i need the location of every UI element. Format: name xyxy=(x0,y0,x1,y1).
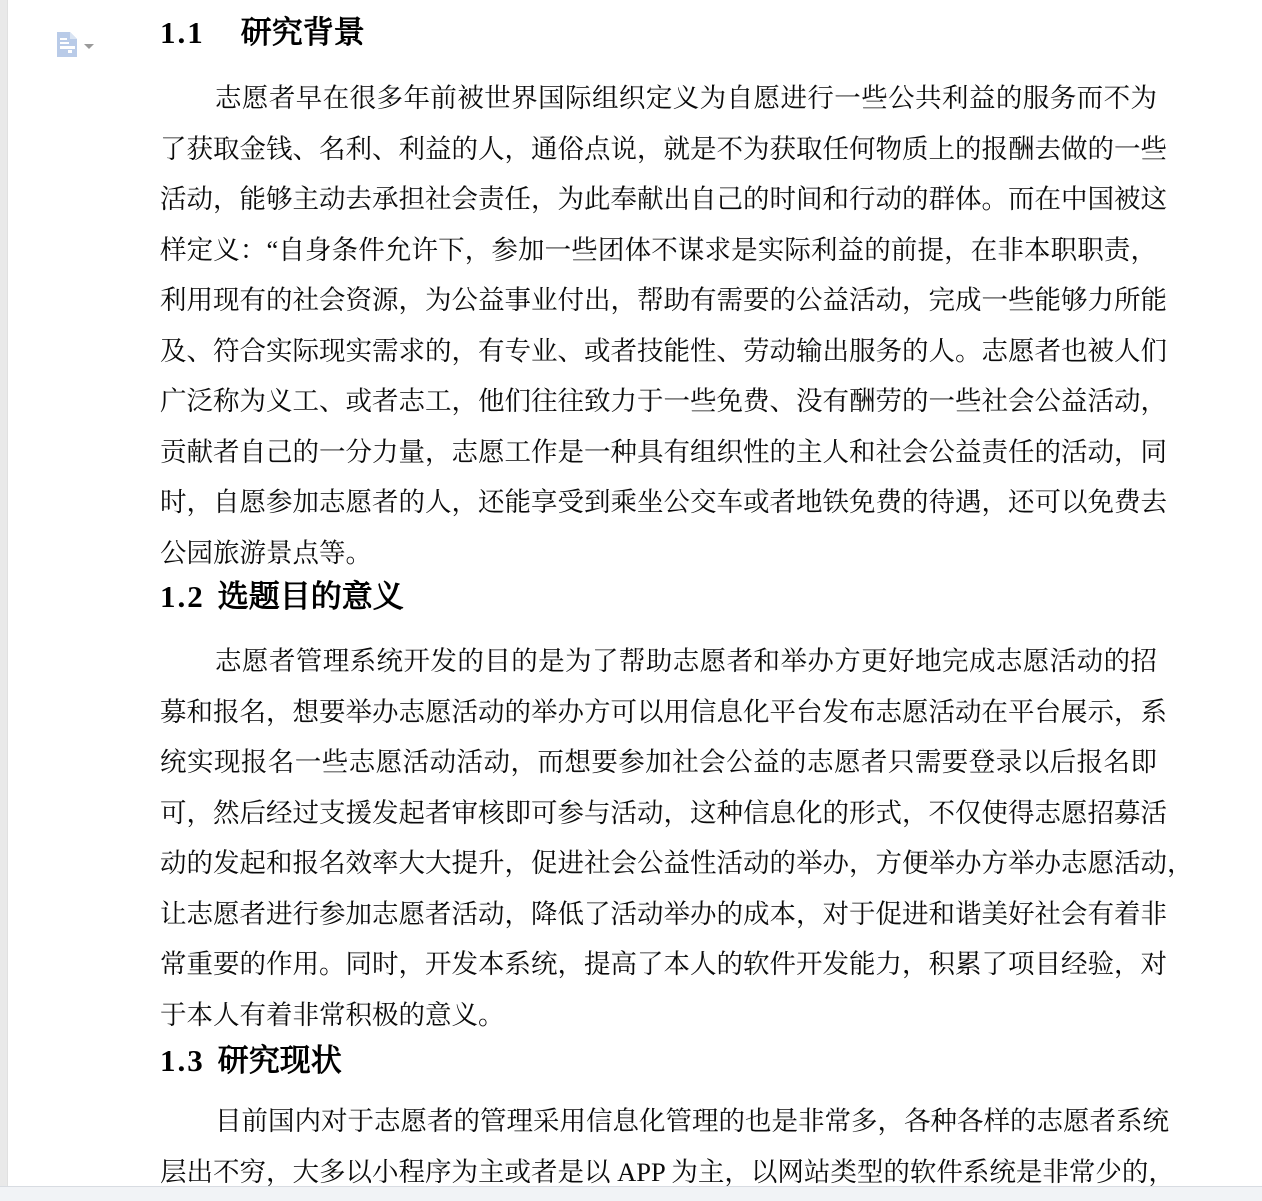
text-line: 志愿者管理系统开发的目的是为了帮助志愿者和举办方更好地完成志愿活动的招 xyxy=(215,646,1157,676)
text-line: 让志愿者进行参加志愿者活动，降低了活动举办的成本，对于促进和谐美好社会有着非 xyxy=(160,898,1167,929)
section-heading-1-3 xyxy=(160,1044,342,1078)
page-bottom-gap xyxy=(0,1186,1262,1201)
section-heading-1-1 xyxy=(160,16,365,50)
text-line: 目前国内对于志愿者的管理采用信息化管理的也是非常多，各种各样的志愿者系统 xyxy=(215,1106,1169,1136)
text-line: 广泛称为义工、或者志工，他们往往致力于一些免费、没有酬劳的一些社会公益活动， xyxy=(160,386,1167,416)
heading-title: 研究现状 xyxy=(217,1043,342,1078)
heading-number: 1.1 xyxy=(160,15,205,50)
text-line: 于本人有着非常积极的意义。 xyxy=(160,999,505,1030)
heading-number: 1.3 xyxy=(160,1043,205,1078)
text-line: 动的发起和报名效率大大提升，促进社会公益性活动的举办，方便举办方举办志愿活动， xyxy=(160,848,1194,878)
text-line: 层出不穷，大多以小程序为主或者是以 APP 为主，以网站类型的软件系统是非常少的， xyxy=(160,1156,1175,1187)
heading-number: 1.2 xyxy=(160,579,205,614)
text-line: 时，自愿参加志愿者的人，还能享受到乘坐公交车或者地铁免费的待遇，还可以免费去 xyxy=(160,487,1167,517)
text-line: 统实现报名一些志愿活动活动，而想要参加社会公益的志愿者只需要登录以后报名即 xyxy=(160,747,1157,777)
heading-title: 研究背景 xyxy=(240,15,365,50)
paragraph xyxy=(160,1096,1175,1197)
text-line: 活动，能够主动去承担社会责任，为此奉献出自己的时间和行动的群体。而在中国被这 xyxy=(160,184,1167,214)
window-left-edge xyxy=(0,0,8,1186)
text-line: 常重要的作用。同时，开发本系统，提高了本人的软件开发能力，积累了项目经验，对 xyxy=(160,949,1167,979)
text-line: 公园旅游景点等。 xyxy=(160,537,372,568)
text-line: 可，然后经过支援发起者审核即可参与活动，这种信息化的形式，不仅使得志愿招募活 xyxy=(160,797,1167,828)
paste-options-button[interactable] xyxy=(56,31,98,59)
text-line: 样定义：“自身条件允许下，参加一些团体不谋求是实际利益的前提，在非本职职责， xyxy=(160,234,1157,265)
text-line: 利用现有的社会资源，为公益事业付出，帮助有需要的公益活动，完成一些能够力所能 xyxy=(160,285,1167,315)
text-line: 贡献者自己的一分力量，志愿工作是一种具有组织性的主人和社会公益责任的活动，同 xyxy=(160,436,1167,467)
paragraph xyxy=(160,636,1194,1040)
text-line: 了获取金钱、名利、利益的人，通俗点说，就是不为获取任何物质上的报酬去做的一些 xyxy=(160,133,1167,164)
text-line: 募和报名，想要举办志愿活动的举办方可以用信息化平台发布志愿活动在平台展示，系 xyxy=(160,696,1167,727)
chevron-down-icon xyxy=(84,44,94,49)
text-line: 志愿者早在很多年前被世界国际组织定义为自愿进行一些公共利益的服务而不为 xyxy=(215,83,1157,113)
paragraph xyxy=(160,73,1167,578)
heading-title: 选题目的意义 xyxy=(217,579,404,614)
text-line: 及、符合实际现实需求的，有专业、或者技能性、劳动输出服务的人。志愿者也被人们 xyxy=(160,335,1167,366)
section-heading-1-2 xyxy=(160,580,404,614)
